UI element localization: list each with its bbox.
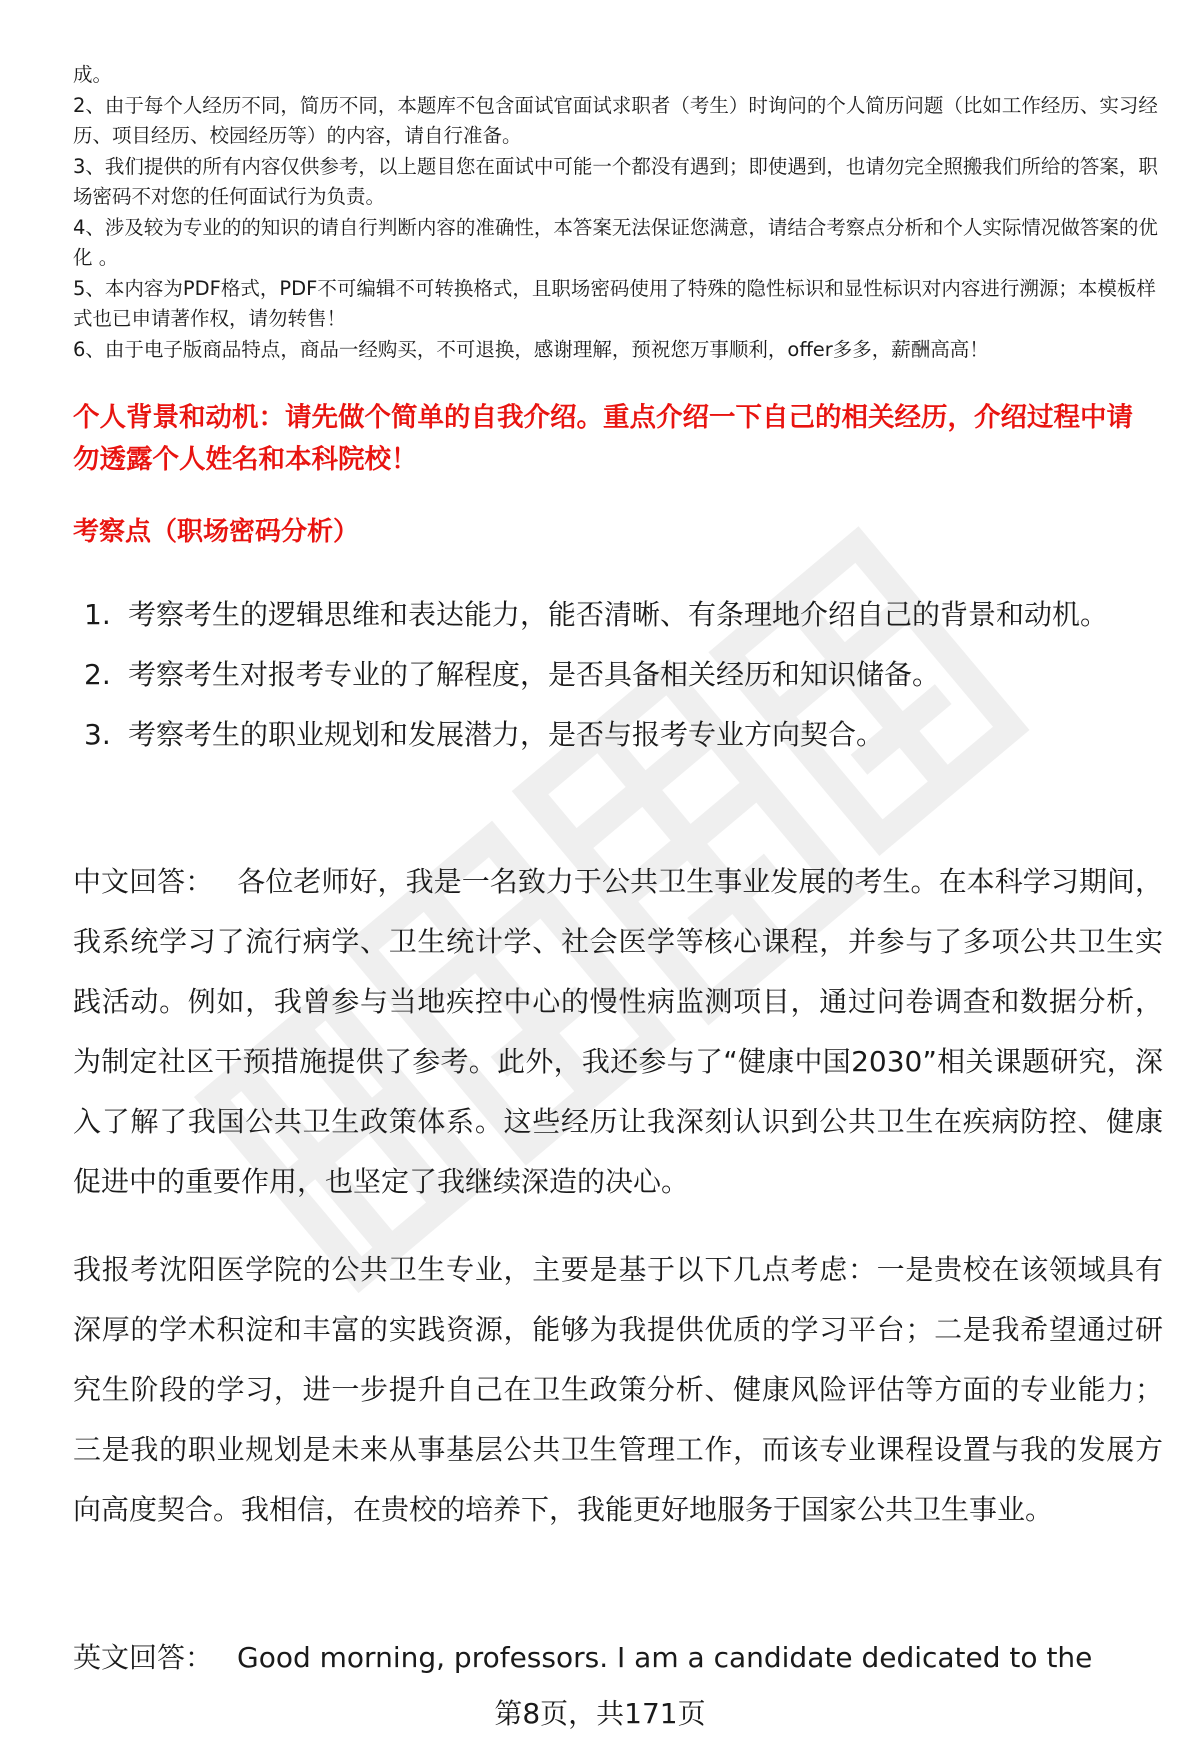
note-item: 3、我们提供的所有内容仅供参考，以上题目您在面试中可能一个都没有遇到；即使遇到，也请勿完全照搬我们所给的答案，职场密码不对您的任何面试行为负责。 (73, 154, 1158, 208)
page-number: 第8页，共171页 (494, 1697, 706, 1730)
point-item (84, 705, 1124, 765)
note-item: 成。 (73, 63, 113, 86)
points-list (84, 585, 1124, 765)
point-item (84, 585, 1124, 645)
note-item: 4、涉及较为专业的的知识的请自行判断内容的准确性，本答案无法保证您满意，请结合考察点分析和个人实际情况做答案的优化 。 (73, 215, 1158, 269)
point-text: 考察考生对报考专业的了解程度，是否具备相关经历和知识储备。 (128, 658, 941, 691)
chinese-answer-label: 中文回答： (73, 865, 214, 898)
point-number: 3. (84, 718, 111, 751)
notes-section (73, 60, 1163, 365)
point-text: 考察考生的逻辑思维和表达能力，能否清晰、有条理地介绍自己的背景和动机。 (128, 598, 1109, 631)
point-text: 考察考生的职业规划和发展潜力，是否与报考专业方向契合。 (128, 718, 885, 751)
english-answer-label: 英文回答： (73, 1641, 214, 1674)
chinese-answer-paragraph (73, 852, 1163, 1212)
point-item (84, 645, 1124, 705)
english-answer-paragraph (73, 1628, 1163, 1688)
point-number: 1. (84, 598, 111, 631)
note-item: 6、由于电子版商品特点，商品一经购买，不可退换，感谢理解，预祝您万事顺利，offer多多，薪酬高高！ (73, 337, 989, 361)
english-answer-text: Good morning, professors. I am a candidate dedicated to the (237, 1641, 1093, 1674)
chinese-answer-text: 各位老师好，我是一名致力于公共卫生事业发展的考生。在本科学习期间，我系统学习了流行病学、卫生统计学、社会医学等核心课程，并参与了多项公共卫生实践活动。例如，我曾参与当地疾控中心的慢性病监测项目，通过问卷调查和数据分析，为制定社区干预措施提供了参考。此外，我还参与了“健康中国2030”相关课题研究，深入了解了我国公共卫生政策体系。这些经历让我深刻认识到公共卫生在疾病防控、健康促进中的重要作用，也坚定了我继续深造的决心。 (73, 865, 1163, 1198)
points-title: 考察点（职场密码分析） (73, 517, 360, 547)
question-title: 个人背景和动机：请先做个简单的自我介绍。重点介绍一下自己的相关经历，介绍过程中请勿透露个人姓名和本科院校！ (73, 402, 1133, 475)
chinese-answer-paragraph-2: 我报考沈阳医学院的公共卫生专业，主要是基于以下几点考虑：一是贵校在该领域具有深厚的学术积淀和丰富的实践资源，能够为我提供优质的学习平台；二是我希望通过研究生阶段的学习，进一步提升自己在卫生政策分析、健康风险评估等方面的专业能力；三是我的职业规划是未来从事基层公共卫生管理工作，而该专业课程设置与我的发展方向高度契合。我相信，在贵校的培养下，我能更好地服务于国家公共卫生事业。 (73, 1253, 1163, 1526)
note-item: 2、由于每个人经历不同，简历不同，本题库不包含面试官面试求职者（考生）时询问的个人简历问题（比如工作经历、实习经历、项目经历、校园经历等）的内容，请自行准备。 (73, 93, 1158, 147)
point-number: 2. (84, 658, 111, 691)
note-item: 5、本内容为PDF格式，PDF不可编辑不可转换格式，且职场密码使用了特殊的隐性标识和显性标识对内容进行溯源；本模板样式也已申请著作权，请勿转售！ (73, 276, 1156, 330)
